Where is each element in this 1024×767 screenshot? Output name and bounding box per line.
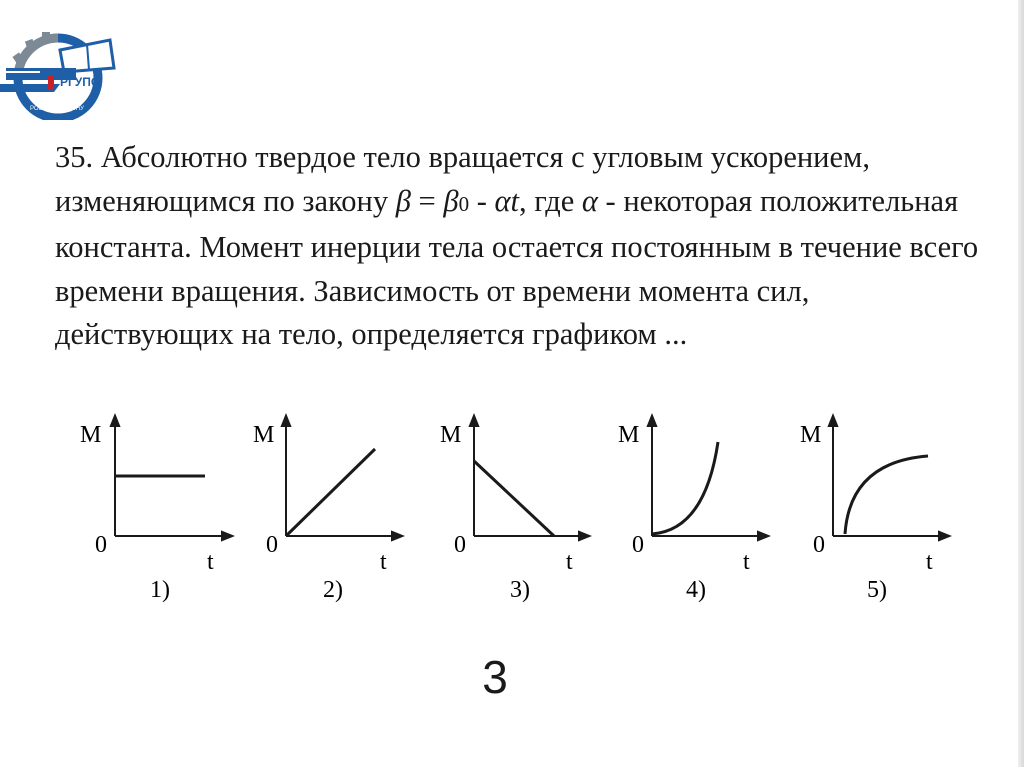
graph-5-y-label: M [800, 422, 822, 448]
graph-4-origin: 0 [632, 532, 644, 558]
graph-5-origin: 0 [813, 532, 825, 558]
graph-3-curve [474, 461, 554, 536]
graph-1-y-label: M [80, 422, 102, 448]
question-rest: положительная константа. Момент инерции тела остается постоянным в течение всего времени вращения. Зависимость от времени момента сил, действующих на тело, определяется графиком ... [55, 183, 979, 351]
graph-4-x-label: t [743, 549, 750, 575]
graph-3-y-label: M [440, 422, 462, 448]
question-line-2a: изменяющимся по закону [55, 183, 396, 218]
alpha-t: αt [494, 183, 519, 218]
graph-1-origin: 0 [95, 532, 107, 558]
question-line-2b: , где [518, 183, 582, 218]
question-line-2c: - некоторая [597, 183, 753, 218]
graph-3[interactable] [440, 420, 585, 603]
graph-2-x-label: t [380, 549, 387, 575]
graph-3-label: 3) [510, 577, 530, 603]
alpha-symbol: α [581, 183, 598, 218]
graph-5[interactable] [800, 420, 945, 603]
graph-1-label: 1) [150, 577, 170, 603]
graph-2-origin: 0 [266, 532, 278, 558]
graph-5-curve [845, 456, 928, 534]
graph-5-label: 5) [867, 577, 887, 603]
logo-ring-text: РОСТОВ-НА-ДОНУ [30, 106, 84, 112]
graph-2-y-label: M [253, 422, 275, 448]
graph-2-curve [286, 449, 375, 536]
slide-edge [1018, 0, 1024, 767]
graph-5-x-label: t [926, 549, 933, 575]
graph-1-x-label: t [207, 549, 214, 575]
question-text [55, 136, 985, 357]
answer-number: 3 [482, 651, 508, 703]
graph-4-label: 4) [686, 577, 706, 603]
graph-2-label: 2) [323, 577, 343, 603]
graph-2[interactable] [253, 420, 398, 603]
question-line-1: 35. Абсолютно твердое тело вращается с угловым ускорением, [55, 140, 870, 174]
rgups-logo [0, 20, 120, 120]
graph-4-y-label: M [618, 422, 640, 448]
graph-3-origin: 0 [454, 532, 466, 558]
logo-text: РГУПС [60, 75, 100, 89]
minus-sign: - [469, 183, 495, 218]
equals-sign: = [410, 183, 444, 218]
beta-symbol: β [395, 183, 411, 218]
beta0-symbol: β [443, 183, 459, 218]
graph-4-curve [652, 442, 718, 534]
graph-3-x-label: t [566, 549, 573, 575]
beta0-subscript: 0 [458, 191, 470, 216]
graph-1[interactable] [80, 420, 228, 603]
graph-4[interactable] [618, 420, 764, 603]
answer-graphs [0, 400, 1024, 620]
